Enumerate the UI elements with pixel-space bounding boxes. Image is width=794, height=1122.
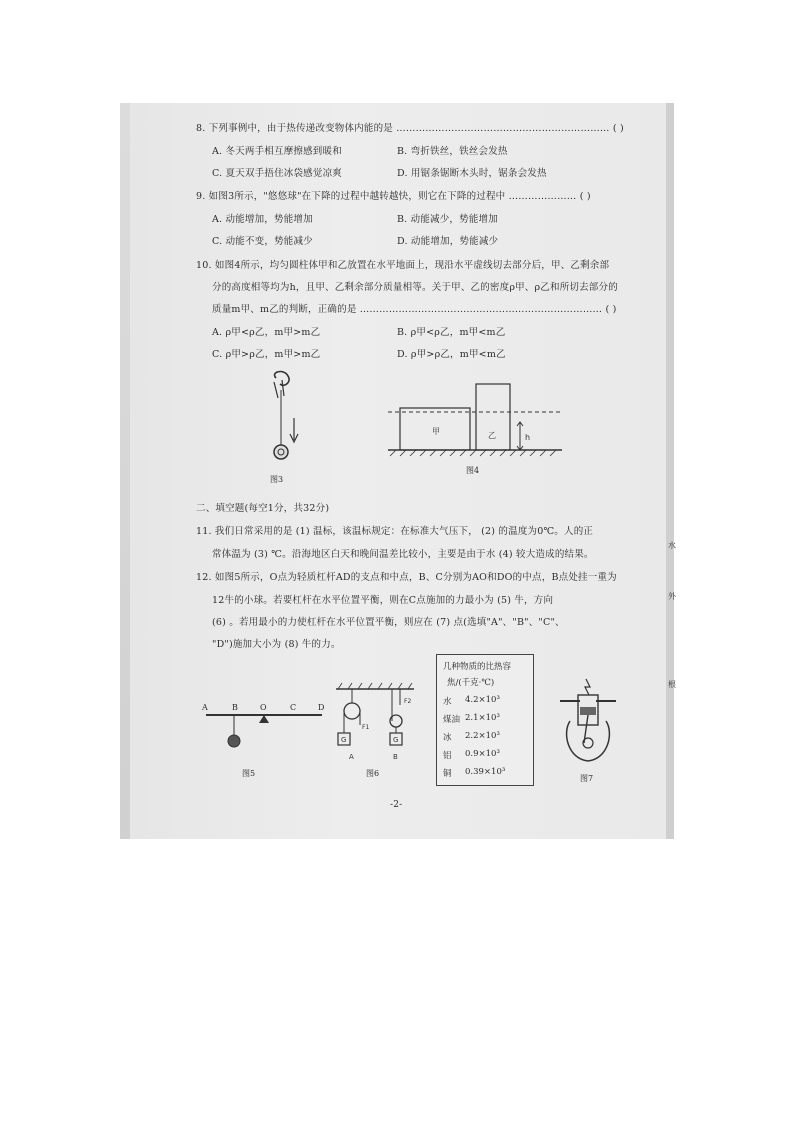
q10-option-b: B. ρ甲<ρ乙，m甲<m乙 [397, 327, 506, 338]
q8-option-b: B. 弯折铁丝，铁丝会发热 [397, 146, 508, 157]
edge-mark-3: 根 [668, 680, 676, 689]
specific-heat-table [436, 654, 534, 786]
piston [580, 707, 596, 715]
pulley-label-a: A [349, 753, 354, 761]
table-unit: 焦/(千克·℃) [447, 678, 495, 688]
figure-7-caption: 图7 [580, 774, 594, 783]
table-row-copper: 铜 0.39×10³ [443, 767, 506, 779]
crankcase [567, 721, 610, 761]
q9-option-c: C. 动能不变，势能减少 [212, 236, 313, 247]
q10-option-c: C. ρ甲>ρ乙，m甲>m乙 [212, 349, 321, 360]
lever-label-o: O [260, 703, 267, 712]
q10-option-d: D. ρ甲>ρ乙，m甲<m乙 [397, 349, 506, 360]
q10-line1: 10. 如图4所示，均匀圆柱体甲和乙放置在水平地面上，现沿水平虚线切去部分后，甲、乙剩余部 [196, 260, 610, 271]
lever-label-b: B [232, 703, 238, 712]
q11-line1: 11. 我们日常采用的是 (1) 温标，该温标规定：在标准大气压下， (2) 的温度为0℃。人的正 [196, 526, 594, 537]
figure-3-yoyo [254, 368, 314, 478]
figure-6-caption: 图6 [366, 769, 380, 778]
adjacent-page-edge [666, 103, 674, 839]
q11-line2: 常体温为 (3) ℃。沿海地区白天和晚间温差比较小，主要是由于水 (4) 较大造成的结果。 [212, 549, 594, 560]
spark-icon [585, 679, 590, 695]
q8-option-d: D. 用锯条锯断木头时，锯条会发热 [397, 168, 547, 179]
q9-option-d: D. 动能增加，势能减少 [397, 236, 499, 247]
lever-label-a: A [202, 703, 208, 712]
force-f2: F2 [404, 698, 412, 705]
page-number: -2- [390, 800, 403, 810]
q12-line2: 12牛的小球。若要杠杆在水平位置平衡，则在C点施加的力最小为 (5) 牛，方向 [212, 595, 554, 606]
lever-label-c: C [290, 703, 297, 712]
table-title: 几种物质的比热容 [443, 662, 512, 672]
q8-option-a: A. 冬天两手相互摩擦感到暖和 [212, 146, 342, 157]
q9-stem: 9. 如图3所示，"悠悠球"在下降的过程中越转越快，则它在下降的过程中 ………………… ( ) [196, 191, 591, 202]
label-h: h [525, 433, 531, 442]
figure-5-caption: 图5 [242, 769, 256, 778]
section-2-title: 二、填空题(每空1分，共32分) [196, 503, 330, 514]
q9-option-b: B. 动能减少，势能增加 [397, 214, 498, 225]
lever-label-d: D [318, 703, 325, 712]
figure-4-caption: 图4 [466, 466, 480, 475]
weight-b-label: G [393, 736, 399, 744]
figure-4-cylinders [380, 378, 570, 468]
table-row-water: 水 4.2×10³ [443, 695, 500, 707]
q9-option-a: A. 动能增加，势能增加 [212, 214, 313, 225]
pulley-a-icon [344, 703, 360, 719]
fulcrum-icon [259, 715, 269, 723]
q10-line2: 分的高度相等均为h，且甲、乙剩余部分质量相等。关于甲、乙的密度ρ甲、ρ乙和所切去部分的 [212, 282, 618, 293]
ball-icon [228, 735, 240, 747]
figure-6-pulleys [330, 681, 420, 769]
scanned-photo [120, 103, 674, 839]
edge-mark-1: 水 [668, 541, 676, 550]
table-row-ice: 冰 2.2×10³ [443, 731, 500, 743]
label-jia: 甲 [432, 427, 440, 436]
q12-line3: (6) 。若用最小的力使杠杆在水平位置平衡，则应在 (7) 点(选填"A"、"B"、"C"、 [212, 617, 565, 628]
q12-line1: 12. 如图5所示，O点为轻质杠杆AD的支点和中点，B、C分别为AO和DO的中点，B点处挂一重为 [196, 572, 617, 583]
figure-3-caption: 图3 [270, 475, 284, 484]
label-yi: 乙 [488, 431, 496, 440]
weight-a-label: G [341, 736, 347, 744]
figure-7-engine [554, 677, 624, 773]
q12-line4: "D")施加大小为 (8) 牛的力。 [212, 639, 341, 650]
q8-stem: 8. 下列事例中，由于热传递改变物体内能的是 ………………………………………………………… ( ) [196, 123, 624, 134]
q8-option-c: C. 夏天双手捂住冰袋感觉凉爽 [212, 168, 342, 179]
exam-sheet [130, 103, 666, 839]
table-row-kerosene: 煤油 2.1×10³ [443, 713, 500, 725]
pulley-label-b: B [393, 753, 398, 761]
cylinder-yi [476, 384, 510, 450]
q10-option-a: A. ρ甲<ρ乙，m甲>m乙 [212, 327, 321, 338]
edge-mark-2: 外 [668, 592, 676, 601]
q10-line3: 质量m甲、m乙的判断，正确的是 ………………………………………………………………… ( ) [212, 304, 617, 315]
yoyo-icon [274, 445, 288, 459]
table-row-aluminum: 铝 0.9×10³ [443, 749, 500, 761]
force-f1: F1 [362, 724, 370, 731]
